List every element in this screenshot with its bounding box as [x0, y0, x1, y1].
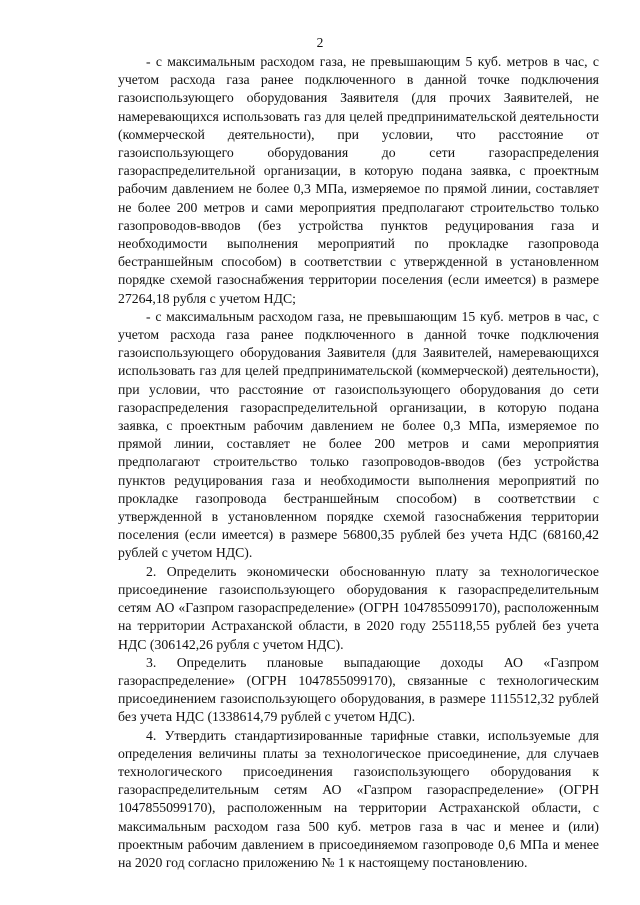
- paragraph-item-2: 2. Определить экономически обоснованную плату за технологическое присоединение газоиспользующего оборудования к газораспределительным сетям АО «Газпром газораспределение» (ОГРН 1047855099170), расположенным на территории Астраханской области, в 2020 году 255118,55 рублей без учета НДС (306142,26 рубля с учетом НДС).: [118, 563, 599, 652]
- document-body: [118, 53, 599, 872]
- paragraph-item-3: 3. Определить плановые выпадающие доходы АО «Газпром газораспределение» (ОГРН 1047855099170), связанные с технологическим присоединением газоиспользующего оборудования, в размере 1115512,32 рублей без учета НДС (1338614,79 рублей с учетом НДС).: [118, 654, 599, 725]
- paragraph-tariff-5m3: - с максимальным расходом газа, не превышающим 5 куб. метров в час, с учетом расхода газа ранее подключенного в данной точке подключения газоиспользующего оборудования Заявителя (для прочих Заявителей, не намеревающихся использовать газ для целей предпринимательской деятельности (коммерческой деятельности), при условии, что расстояние от газоиспользующего оборудования до сети газораспределения газораспределительной организации, в которую подана заявка, с проектным рабочим давлением не более 0,3 МПа, измеряемое по прямой линии, составляет не более 200 метров и сами мероприятия предполагают строительство только газопроводов-вводов (без устройства пунктов редуцирования газа и необходимости выполнения мероприятий по прокладке газопровода бестраншейным способом) в соответствии с утвержденной в установленном порядке схемой газоснабжения территории поселения (если имеется) в размере 27264,18 рубля с учетом НДС;: [118, 54, 599, 306]
- page-number: 2: [316, 35, 324, 50]
- paragraph-item-4: 4. Утвердить стандартизированные тарифные ставки, используемые для определения величины платы за технологическое присоединение, для случаев технологического присоединения газоиспользующего оборудования к газораспределительным сетям АО «Газпром газораспределение» (ОГРН 1047855099170), расположенным на территории Астраханской области, с максимальным расходом газа 500 куб. метров газа в час и менее и (или) проектным рабочим давлением в присоединяемом газопроводе 0,6 МПа и менее на 2020 год согласно приложению № 1 к настоящему постановлению.: [118, 727, 599, 870]
- paragraph-tariff-15m3: - с максимальным расходом газа, не превышающим 15 куб. метров в час, с учетом расхода газа ранее подключенного в данной точке подключения газоиспользующего оборудования Заявителя (для Заявителей, намеревающихся использовать газ для целей предпринимательской (коммерческой) деятельности), при условии, что расстояние от газоиспользующего оборудования до сети газораспределения газораспределительной организации, в которую подана заявка, с проектным рабочим давлением не более 0,3 МПа, измеряемое по прямой линии, составляет не более 200 метров и сами мероприятия предполагают строительство только газопроводов-вводов (без устройства пунктов редуцирования газа и необходимости выполнения мероприятий по прокладке газопровода бестраншейным способом) в соответствии с утвержденной в установленном порядке схемой газоснабжения территории поселения (если имеется) в размере 56800,35 рублей без учета НДС (68160,42 рублей с учетом НДС).: [118, 308, 599, 561]
